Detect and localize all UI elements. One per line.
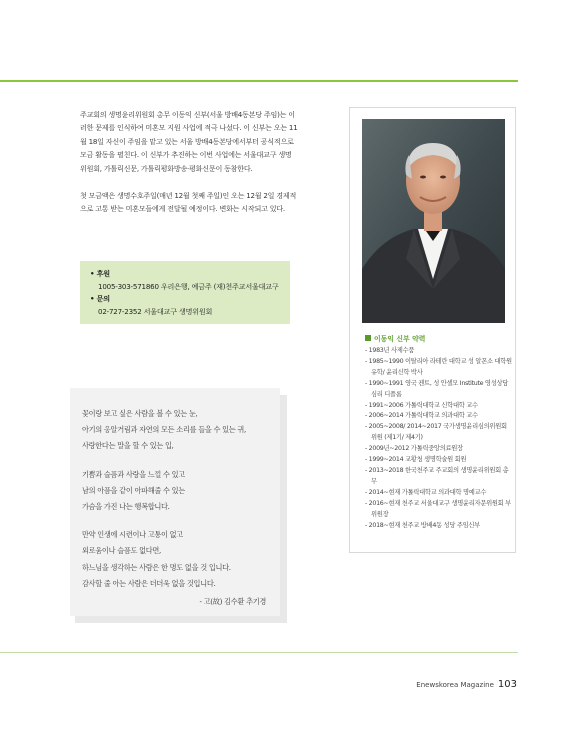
profile-card	[349, 107, 516, 553]
sponsor-heading: • 후원	[90, 269, 110, 278]
career-title	[365, 333, 425, 343]
career-list	[365, 346, 513, 531]
poem-line: 사랑한다는 말을 할 수 있는 입,	[82, 441, 174, 451]
article-paragraph: 첫 모금액은 생명수호주일(매년 12월 첫째 주일)인 오는 12월 2일 경제적으로 고통 받는 미혼모들에게 전달될 예정이다. 변화는 시작되고 있다.	[80, 191, 297, 214]
career-item: - 2014~현재 가톨릭대학교 의과대학 명예교수	[365, 488, 487, 496]
bottom-divider	[0, 652, 518, 653]
career-item: - 2013~2018 한국천주교 주교회의 생명윤리위원회 총무	[365, 466, 509, 485]
poem-box	[70, 388, 280, 616]
career-item: - 2016~현재 천주교 서울대교구 생명윤리자문위원회 부위원장	[365, 499, 511, 518]
poem-line: 가슴을 가진 나는 행복합니다.	[82, 502, 170, 512]
page-number: 103	[497, 679, 517, 690]
magazine-name: Enewskorea Magazine	[416, 681, 494, 689]
career-item: - 1999~2014 교황청 생명학술원 회원	[365, 456, 467, 464]
career-item: - 2006~2014 가톨릭대학교 의과대학 교수	[365, 412, 478, 420]
contact-heading: • 문의	[90, 294, 110, 303]
article-body	[80, 108, 298, 230]
square-bullet-icon	[365, 335, 371, 341]
career-item: - 1983년 사제수품	[365, 347, 415, 354]
poem-line: 꽃이랑 보고 싶은 사람을 볼 수 있는 눈,	[82, 409, 198, 418]
poem-stanza	[82, 527, 280, 592]
career-item: - 1985~1990 이탈리아 라테란 대학교 성 알폰소 대학원 유학/ 윤리신학 박사	[365, 357, 512, 376]
career-item: - 1991~2006 가톨릭대학교 신학대학 교수	[365, 401, 478, 409]
poem-line: 남의 아픔을 같이 아파해줄 수 있는	[82, 485, 185, 495]
sponsor-box	[80, 261, 290, 324]
portrait-photo	[362, 119, 505, 323]
poem-line: 기쁨과 슬픔과 사랑을 느낄 수 있고	[82, 469, 185, 479]
sponsor-account: 1005-303-571860 우리은행, 예금주 (재)천주교서울대교구	[98, 281, 279, 291]
poem-line: 감사할 줄 아는 사람은 더더욱 없을 것입니다.	[82, 578, 216, 588]
career-item: - 2005~2008/ 2014~2017 국가생명윤리심의위원회 위원 (제1기/ 제4기)	[365, 423, 507, 442]
contact-info: 02-727-2352 서울대교구 생명위원회	[98, 306, 213, 316]
career-item: - 2018~현재 천주교 방배4동 성당 주임신부	[365, 521, 480, 529]
career-item: - 2009년~2012 가톨릭중앙의료원장	[365, 445, 463, 453]
career-item: - 1990~1991 영국 켄트, 성 안셀모 Institute 영성상담 심리 디플롬	[365, 379, 509, 398]
poem-line: 만약 인생에 시련이나 고통이 없고	[82, 530, 183, 540]
top-divider	[0, 80, 518, 82]
article-paragraph: 주교회의 생명윤리위원회 총무 이동익 신부(서울 방배4동본당 주임)는 이러한 문제를 인식하여 미혼모 지원 사업에 적극 나섰다. 이 신부는 오는 11월 18일 자신이 주임을 맡고 있는 서울 방배4동본당에서부터 공식적으로 모금 활동을 펼친다. 이 신부가 추진하는 이번 사업에는 서울대교구 생명위원회, 가톨릭신문, 가톨릭평화방송·평화신문이 동참한다.	[80, 110, 298, 173]
poem-attribution: - 고(故) 김수환 추기경	[199, 597, 266, 606]
poem-line: 외로움이나 슬픔도 없다면,	[82, 546, 162, 556]
career-title-text: 이동익 신부 약력	[374, 335, 426, 343]
page-footer	[416, 679, 517, 690]
poem-stanza	[82, 406, 280, 455]
poem-line: 아기의 옹알거림과 자연의 모든 소리를 들을 수 있는 귀,	[82, 425, 247, 435]
poem-line: 하느님을 생각하는 사람은 한 명도 없을 것 입니다.	[82, 562, 231, 572]
poem-stanza	[82, 467, 280, 516]
